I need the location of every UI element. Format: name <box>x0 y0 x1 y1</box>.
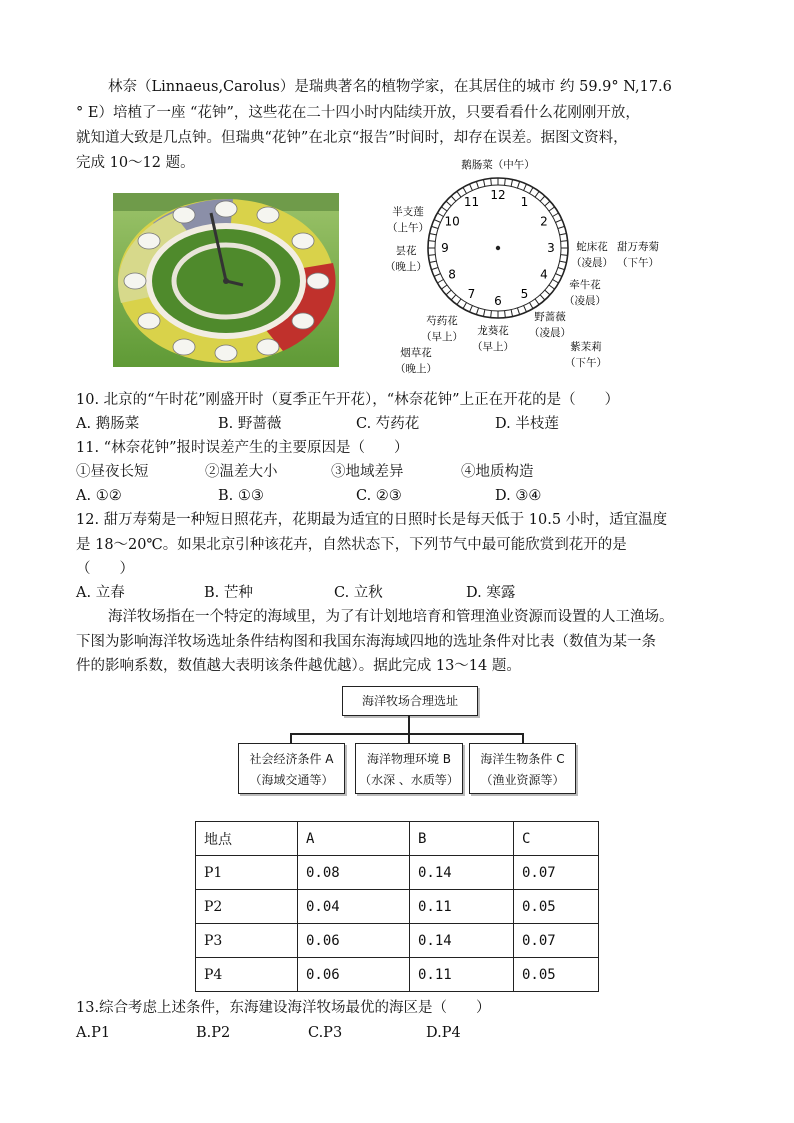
diagram-box-a-sub: （海域交通等） <box>249 773 334 787</box>
clock-flower-name: 野蔷薇 <box>534 311 566 323</box>
table-header-cell: A <box>298 822 410 856</box>
clock-number: 12 <box>490 188 506 202</box>
table-cell: 0.14 <box>410 856 514 890</box>
q13-stem: 13.综合考虑上述条件，东海建设海洋牧场最优的海区是（ ） <box>76 1000 491 1016</box>
diagram-box-b-sub: （水深 、水质等） <box>359 773 459 787</box>
q11-choice-1: ①昼夜长短 <box>76 464 149 480</box>
connector <box>290 733 292 743</box>
clock-number: 8 <box>448 267 456 282</box>
clock-flower-name: 烟草花 <box>400 347 432 359</box>
clock-flower-name: 芍药花 <box>426 315 458 327</box>
intro-line-4: 完成 10～12 题。 <box>76 155 195 171</box>
table-header-row <box>196 822 599 856</box>
diagram-box-c <box>469 743 576 794</box>
q11-choice-4: ④地质构造 <box>461 464 534 480</box>
clock-flower-time: （早上） <box>421 331 463 343</box>
table-cell: 0.11 <box>410 958 514 992</box>
q11-option-d[interactable]: D. ③④ <box>495 488 542 504</box>
table-header-cell: 地点 <box>196 822 298 856</box>
q10-stem: 10. 北京的“午时花”刚盛开时（夏季正午开花），“林奈花钟”上正在开花的是（ ） <box>76 392 620 408</box>
connector <box>408 716 410 733</box>
diagram-root-box <box>342 686 478 716</box>
table-cell: 0.07 <box>514 924 599 958</box>
clock-number: 5 <box>520 286 529 301</box>
clock-flower-name: 蛇床花 <box>576 241 608 253</box>
table-row <box>196 924 599 958</box>
clock-number: 9 <box>441 241 449 255</box>
q11-option-c[interactable]: C. ②③ <box>356 488 402 504</box>
clock-number: 6 <box>494 294 502 308</box>
clock-flower-time: （早上） <box>472 341 514 353</box>
clock-flower-time: （上午） <box>387 222 429 234</box>
passage2-line-3: 件的影响系数，数值越大表明该条件越优越）。据此完成 13～14 题。 <box>76 658 521 674</box>
clock-flower-time: （凌晨） <box>564 295 606 307</box>
q11-option-a[interactable]: A. ①② <box>76 488 122 504</box>
diagram-box-c-sub: （渔业资源等） <box>480 773 565 787</box>
clock-flower-time: （凌晨） <box>529 327 571 339</box>
connector <box>522 733 524 743</box>
clock-flower-name: 牵牛花 <box>569 279 601 291</box>
clock-number: 10 <box>444 214 460 229</box>
intro-line-3: 就知道大致是几点钟。但瑞典“花钟”在北京“报告”时间时，却存在误差。据图文资料， <box>76 130 628 146</box>
q10-option-a[interactable]: A. 鹅肠菜 <box>76 416 140 432</box>
table-row <box>196 958 599 992</box>
table-cell: 0.14 <box>410 924 514 958</box>
intro-line-1: 林奈（Linnaeus,Carolus）是瑞典著名的植物学家，在其居住的城市 约 59.9° N,17.6 <box>108 79 672 95</box>
table-cell: 0.06 <box>298 958 410 992</box>
q12-stem-line-3: （ ） <box>76 561 134 577</box>
table-cell: P2 <box>196 890 298 924</box>
table-row <box>196 856 599 890</box>
q13-option-d[interactable]: D.P4 <box>426 1025 461 1041</box>
site-conditions-table <box>195 821 599 992</box>
q12-option-d[interactable]: D. 寒露 <box>466 585 516 601</box>
diagram-box-a-title: 社会经济条件 A <box>249 752 334 766</box>
diagram-box-b <box>355 743 463 794</box>
table-row <box>196 890 599 924</box>
q12-stem-line-1: 12. 甜万寿菊是一种短日照花卉，花期最为适宜的日照时长是每天低于 10.5 小时，适宜温度 <box>76 512 668 528</box>
table-cell: 0.05 <box>514 890 599 924</box>
table-cell: 0.04 <box>298 890 410 924</box>
clock-number: 11 <box>463 195 480 210</box>
clock-number: 7 <box>467 286 476 301</box>
table-cell: 0.07 <box>514 856 599 890</box>
clock-flower-name: 紫茉莉 <box>570 341 602 353</box>
passage2-line-1: 海洋牧场指在一个特定的海域里，为了有计划地培育和管理渔业资源而设置的人工渔场。 <box>108 609 674 625</box>
q12-option-b[interactable]: B. 芒种 <box>204 585 253 601</box>
diagram-root-label: 海洋牧场合理选址 <box>361 694 458 708</box>
q10-option-c[interactable]: C. 芍药花 <box>356 416 420 432</box>
connector <box>408 733 410 743</box>
clock-flower-time: （下午） <box>617 257 659 269</box>
q10-option-d[interactable]: D. 半枝莲 <box>495 416 559 432</box>
diagram-box-b-title: 海洋物理环境 B <box>366 752 452 766</box>
diagram-box-c-title: 海洋生物条件 C <box>480 752 565 766</box>
q11-stem: 11. “林奈花钟”报时误差产生的主要原因是（ ） <box>76 440 409 456</box>
table-cell: 0.11 <box>410 890 514 924</box>
table-cell: 0.06 <box>298 924 410 958</box>
clock-flower-time: （晚上） <box>395 363 437 375</box>
clock-flower-time: （凌晨） <box>571 257 613 269</box>
q13-option-a[interactable]: A.P1 <box>76 1025 111 1041</box>
table-header-cell: C <box>514 822 599 856</box>
table-cell: P4 <box>196 958 298 992</box>
q12-stem-line-2: 是 18～20℃。如果北京引种该花卉，自然状态下，下列节气中最可能欣赏到花开的是 <box>76 537 627 553</box>
clock-number: 1 <box>520 195 529 210</box>
flower-clock-diagram <box>380 158 659 376</box>
table-cell: 0.08 <box>298 856 410 890</box>
diagram-box-a <box>238 743 345 794</box>
table-cell: 0.05 <box>514 958 599 992</box>
table-cell: P3 <box>196 924 298 958</box>
clock-flower-time: （下午） <box>565 357 607 369</box>
q13-option-b[interactable]: B.P2 <box>196 1025 231 1041</box>
clock-number: 2 <box>540 214 548 229</box>
q11-choice-2: ②温差大小 <box>205 464 278 480</box>
q13-option-c[interactable]: C.P3 <box>308 1025 343 1041</box>
flower-clock-photo <box>113 193 339 367</box>
q11-choice-3: ③地域差异 <box>331 464 404 480</box>
clock-flower-label: 鹅肠菜（中午） <box>461 159 535 171</box>
clock-flower-name: 半支莲 <box>392 206 424 218</box>
clock-flower-time: （晚上） <box>385 261 427 273</box>
clock-flower-name: 甜万寿菊 <box>617 241 659 253</box>
q11-option-b[interactable]: B. ①③ <box>218 488 264 504</box>
q10-option-b[interactable]: B. 野蔷薇 <box>218 416 282 432</box>
table-header-cell: B <box>410 822 514 856</box>
intro-line-2: ° E）培植了一座 “花钟”，这些花在二十四小时内陆续开放，只要看看什么花刚刚开放， <box>76 105 640 121</box>
connector <box>290 733 523 735</box>
clock-flower-name: 龙葵花 <box>477 325 509 337</box>
clock-number: 4 <box>540 267 548 282</box>
clock-number: 3 <box>547 241 555 255</box>
table-cell: P1 <box>196 856 298 890</box>
clock-flower-name: 昙花 <box>395 245 417 257</box>
q12-option-c[interactable]: C. 立秋 <box>334 585 383 601</box>
passage2-line-2: 下图为影响海洋牧场选址条件结构图和我国东海海域四地的选址条件对比表（数值为某一条 <box>76 634 656 650</box>
q12-option-a[interactable]: A. 立春 <box>76 585 125 601</box>
